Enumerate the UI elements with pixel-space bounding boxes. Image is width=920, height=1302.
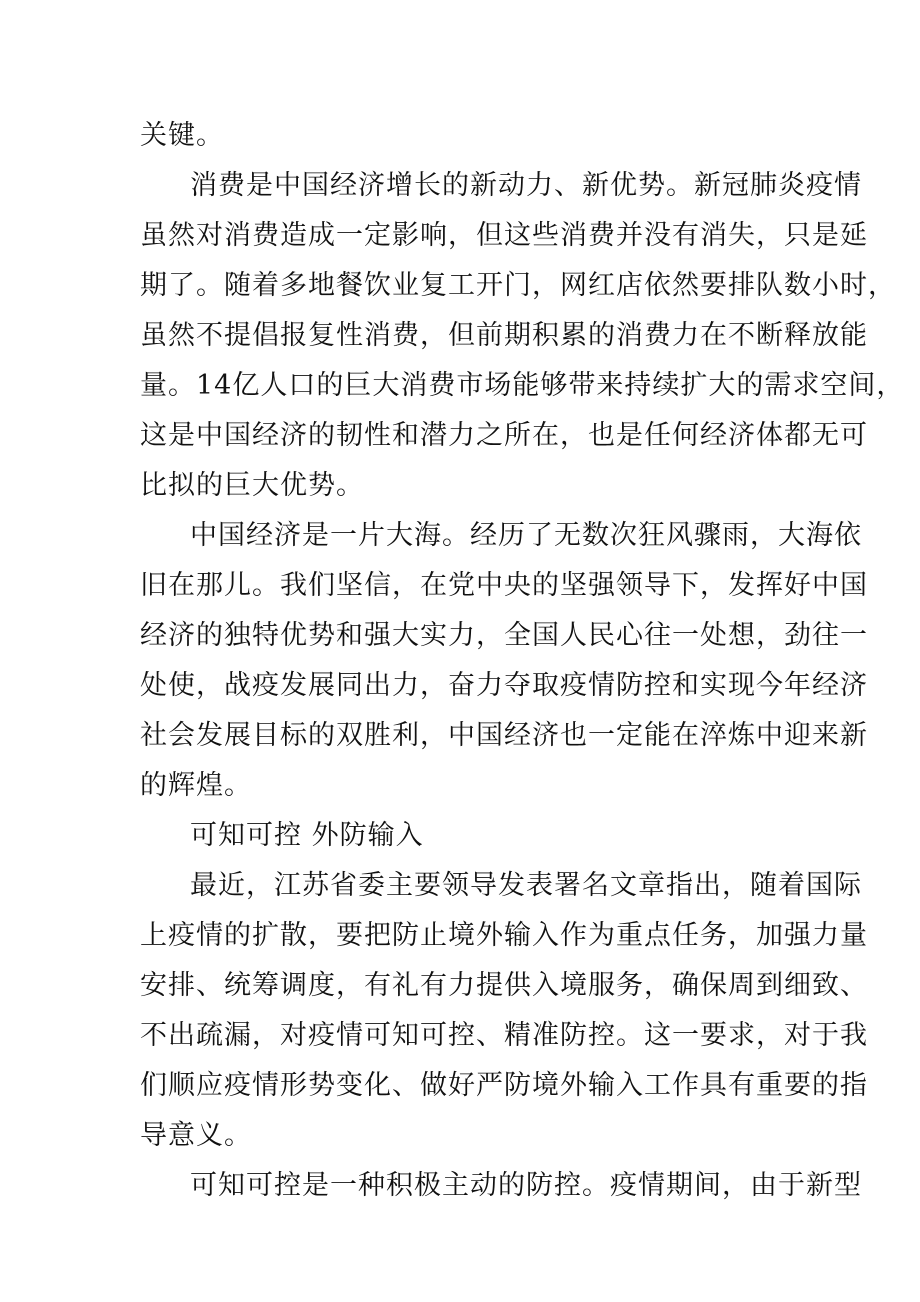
section-heading: 可知可控 外防输入 [190, 820, 424, 851]
text-line: 虽然不提倡报复性消费，但前期积累的消费力在不断释放能 [140, 320, 868, 351]
text-line: 虽然对消费造成一定影响，但这些消费并没有消失，只是延 [140, 220, 868, 251]
text-line: 期了。随着多地餐饮业复工开门，网红店依然要排队数小时， [140, 270, 896, 301]
text-line: 导意义。 [140, 1120, 252, 1151]
text-line: 的辉煌。 [140, 770, 252, 801]
text-line: 安排、统筹调度，有礼有力提供入境服务，确保周到细致、 [140, 970, 868, 1001]
paragraph-first-line: 最近，江苏省委主要领导发表署名文章指出，随着国际 [190, 870, 862, 901]
paragraph-first-line: 消费是中国经济增长的新动力、新优势。新冠肺炎疫情 [190, 170, 862, 201]
text-line: 旧在那儿。我们坚信，在党中央的坚强领导下，发挥好中国 [140, 570, 868, 601]
text-line: 比拟的巨大优势。 [140, 470, 364, 501]
text-line: 量。14亿人口的巨大消费市场能够带来持续扩大的需求空间， [140, 370, 905, 401]
text-line: 不出疏漏，对疫情可知可控、精准防控。这一要求，对于我 [140, 1020, 868, 1051]
text-line: 上疫情的扩散，要把防止境外输入作为重点任务，加强力量 [140, 920, 868, 951]
text-line: 经济的独特优势和强大实力，全国人民心往一处想，劲往一 [140, 620, 868, 651]
text-line: 们顺应疫情形势变化、做好严防境外输入工作具有重要的指 [140, 1070, 868, 1101]
text-line: 处使，战疫发展同出力，奋力夺取疫情防控和实现今年经济 [140, 670, 868, 701]
text-line: 关键。 [140, 120, 224, 151]
paragraph-first-line: 中国经济是一片大海。经历了无数次狂风骤雨，大海依 [190, 520, 862, 551]
text-line: 这是中国经济的韧性和潜力之所在，也是任何经济体都无可 [140, 420, 868, 451]
text-line: 社会发展目标的双胜利，中国经济也一定能在淬炼中迎来新 [140, 720, 868, 751]
paragraph-first-line: 可知可控是一种积极主动的防控。疫情期间，由于新型 [190, 1170, 862, 1201]
